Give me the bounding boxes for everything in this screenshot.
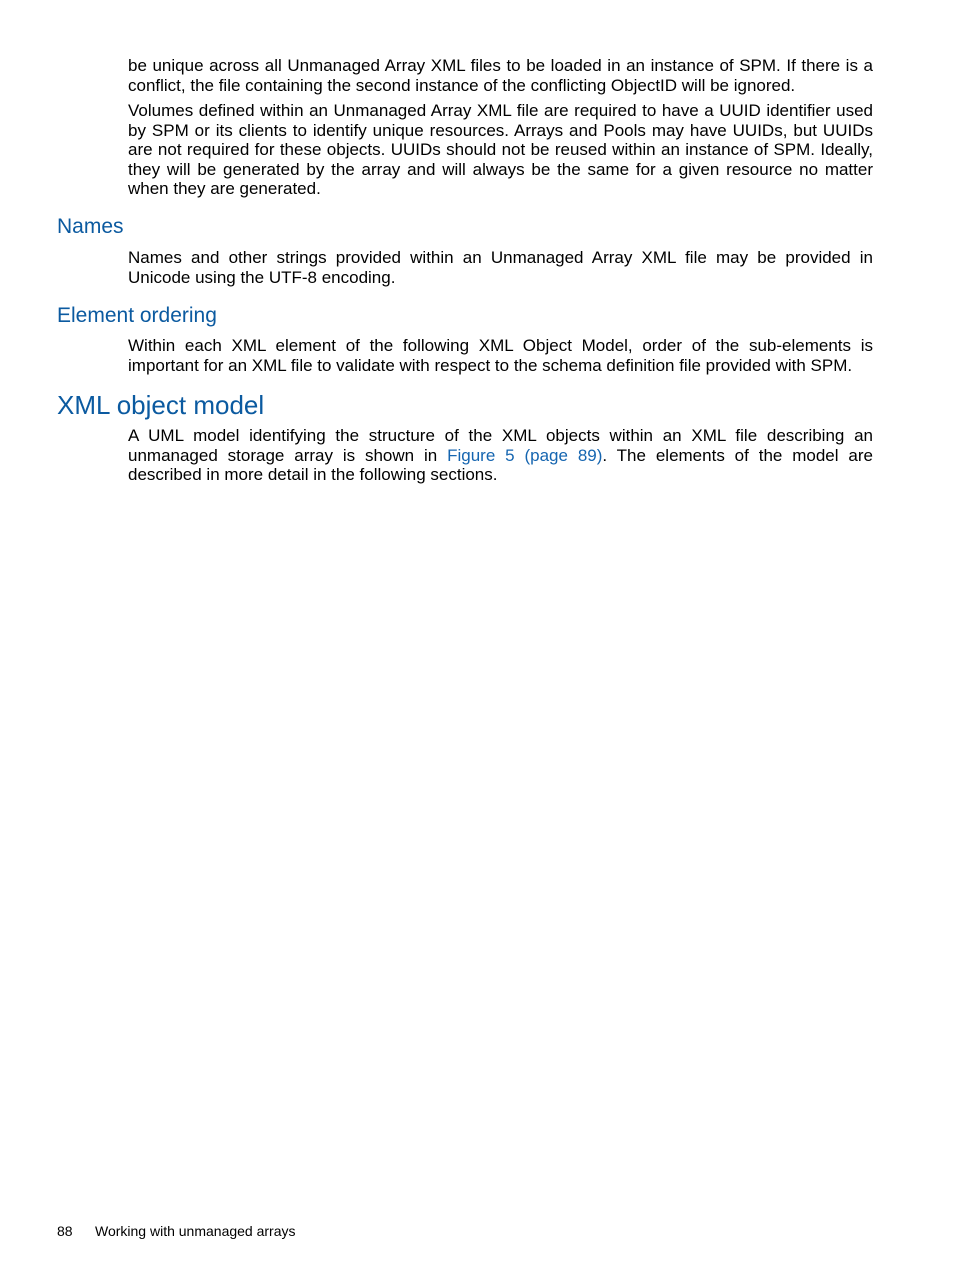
heading-xml-object-model: XML object model [57, 390, 265, 420]
paragraph-text-after-link: . The elements of the model are described in more detail in the following sections. [128, 445, 873, 484]
paragraph-text-before-link: A UML model identifying the structure of the XML objects within an XML file describing an unmanaged storage array is shown in [128, 426, 873, 465]
paragraph-element-ordering: Within each XML element of the following XML Object Model, order of the sub-elements is important for an XML file to validate with respect to the schema definition file provided with SPM. [128, 336, 873, 375]
paragraph-objectid-uniqueness: be unique across all Unmanaged Array XML files to be loaded in an instance of SPM. If there is a conflict, the file containing the second instance of the conflicting ObjectID will be ignored. [128, 56, 873, 95]
heading-element-ordering: Element ordering [57, 304, 217, 327]
page-footer [57, 1222, 296, 1240]
paragraph-xml-object-model [128, 426, 873, 485]
heading-names: Names [57, 215, 124, 238]
paragraph-names: Names and other strings provided within an Unmanaged Array XML file may be provided in Unicode using the UTF-8 encoding. [128, 248, 873, 287]
footer-section-title: Working with unmanaged arrays [95, 1223, 296, 1239]
page-number: 88 [57, 1223, 73, 1239]
figure-5-link[interactable]: Figure 5 (page 89) [447, 445, 603, 465]
paragraph-uuid-requirements: Volumes defined within an Unmanaged Array XML file are required to have a UUID identifier used by SPM or its clients to identify unique resources. Arrays and Pools may have UUIDs, but UUIDs are not required for these objects. UUIDs should not be reused within an instance of SPM. Ideally, they will be generated by the array and will always be the same for a given resource no matter when they are generated. [128, 101, 873, 198]
